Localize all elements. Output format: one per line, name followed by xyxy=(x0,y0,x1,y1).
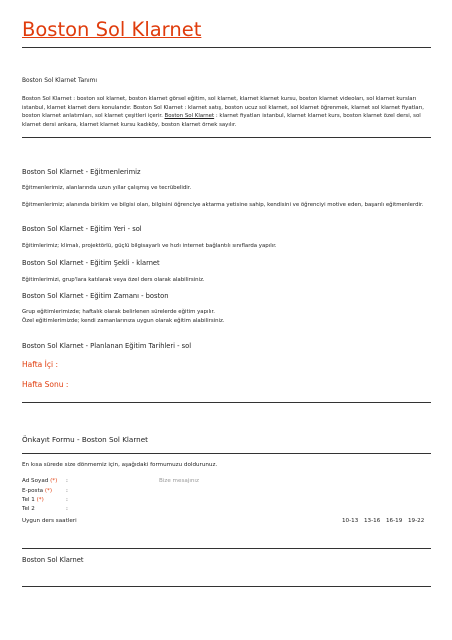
tel2-field-label[interactable] xyxy=(22,506,35,512)
tel2-field-colon: : xyxy=(66,506,68,512)
footer-text: Boston Sol Klarnet xyxy=(22,556,84,564)
name-field-required: (*) xyxy=(48,478,58,484)
time-heading: Boston Sol Klarnet - Eğitim Zamanı - boston xyxy=(22,292,169,300)
place-heading: Boston Sol Klarnet - Eğitim Yeri - sol xyxy=(22,225,142,233)
teachers-text-2: Eğitmenlerimiz; alanında birikim ve bilgisi olan, bilgisini öğrenciye aktarma yetisine sahip, kendisini ve öğrenciyi motive eden, başarılı eğitmenlerdir. xyxy=(22,202,424,208)
name-field-colon: : xyxy=(66,478,68,484)
style-heading: Boston Sol Klarnet - Eğitim Şekli - klarnet xyxy=(22,259,160,267)
tel1-field-required: (*) xyxy=(34,497,44,503)
definition-link[interactable]: Boston Sol Klarnet xyxy=(164,113,215,120)
place-text: Eğitimlerimiz; klimalı, projektörlü, güçlü bilgisayarlı ve hızlı internet bağlantılı sınıflarda yapılır. xyxy=(22,243,277,249)
hours-option-4[interactable]: 19-22 xyxy=(408,518,425,524)
style-text: Eğitimlerimizi, grup'lara katılarak veya özel ders olarak alabilirsiniz. xyxy=(22,277,205,283)
email-field-required: (*) xyxy=(43,488,53,494)
page-title: Boston Sol Klarnet xyxy=(22,18,202,41)
hours-option-1[interactable]: 10-13 xyxy=(342,518,359,524)
email-field-text: E-posta xyxy=(22,488,44,494)
weekday-label: Hafta İçi : xyxy=(22,360,58,369)
teachers-text-1: Eğitmenlerimiz, alanlarında uzun yıllar çalışmış ve tecrübelidir. xyxy=(22,185,192,191)
hours-option-2[interactable]: 13-16 xyxy=(364,518,381,524)
definition-text-part1: Boston Sol Klarnet : boston sol klarnet, boston klarnet görsel eğitim, sol klarnet, klarnet klarnet kursu, boston klarnet videoları, sol klarnet kursları istanbul, klarnet klarnet ders konularıdır. Boston Sol Klarnet : klarnet satış, boston ucuz sol klarnet, sol klarnet öğrenmek, klarnet sol klarnet fiyatları, boston klarnet anlatımları, sol klarnet çeşitleri içerir. xyxy=(22,96,425,120)
title-divider xyxy=(22,47,431,48)
hours-label: Uygun ders saatleri xyxy=(22,518,77,524)
email-field-colon: : xyxy=(66,488,68,494)
definition-text xyxy=(22,95,431,129)
tel1-field-label[interactable] xyxy=(22,497,44,503)
tel1-field-colon: : xyxy=(66,497,68,503)
definition-divider xyxy=(22,137,431,138)
form-intro: En kısa sürede size dönmemiz için, aşağıdaki formumuzu doldurunuz. xyxy=(22,462,218,468)
tel2-field-text: Tel 2 xyxy=(22,506,35,512)
time-text-2: Özel eğitimlerimizde; kendi zamanlarınıza uygun olarak eğitim alabilirsiniz. xyxy=(22,318,225,324)
name-field-label[interactable] xyxy=(22,478,57,484)
form-divider xyxy=(22,548,431,549)
footer-divider xyxy=(22,586,431,587)
hours-option-3[interactable]: 16-19 xyxy=(386,518,403,524)
teachers-heading: Boston Sol Klarnet - Eğitmenlerimiz xyxy=(22,168,141,176)
tel1-field-text: Tel 1 xyxy=(22,497,35,503)
email-field-label[interactable] xyxy=(22,488,52,494)
message-field[interactable]: Bize mesajınız xyxy=(159,478,199,484)
definition-heading: Boston Sol Klarnet Tanımı xyxy=(22,78,98,84)
weekend-label: Hafta Sonu : xyxy=(22,380,69,389)
name-field-text: Ad Soyad xyxy=(22,478,49,484)
schedule-heading: Boston Sol Klarnet - Planlanan Eğitim Tarihleri - sol xyxy=(22,342,192,350)
definition-text-part2: : klarnet fiyatları istanbul, klarnet klarnet kurs, boston klarnet özel dersi, sol klarnet dersi ankara, klarnet klarnet kursu kadıköy, boston klarnet örnek sayılır. xyxy=(22,113,421,128)
form-heading: Önkayıt Formu - Boston Sol Klarnet xyxy=(22,435,148,444)
form-heading-divider xyxy=(22,453,431,454)
schedule-divider xyxy=(22,402,431,403)
time-text-1: Grup eğitimlerimizde; haftalık olarak belirlenen sürelerde eğitim yapılır. xyxy=(22,309,215,315)
